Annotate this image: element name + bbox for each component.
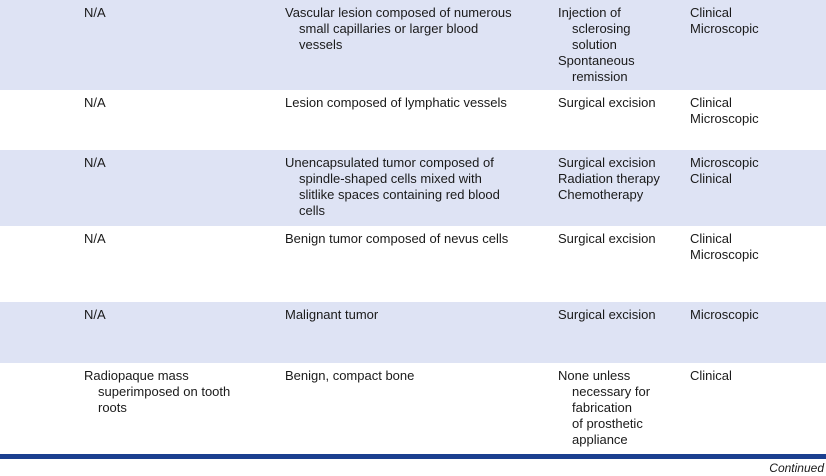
treatment-cell: [558, 368, 683, 448]
description-cell: [285, 307, 547, 323]
radiographic-cell: [84, 95, 274, 111]
cell-line: N/A: [84, 95, 106, 110]
cell-line: appliance: [572, 432, 628, 447]
treatment-cell: [558, 307, 683, 323]
cell-line: Microscopic: [690, 155, 759, 170]
description-cell: [285, 155, 547, 219]
diagnosis-cell: [690, 5, 825, 37]
table-row: [0, 150, 826, 226]
cell-line: Clinical: [690, 231, 732, 246]
table-row: [0, 90, 826, 150]
cell-line: Surgical excision: [558, 155, 656, 170]
cell-line: Clinical: [690, 95, 732, 110]
cell-line: superimposed on tooth: [98, 384, 231, 399]
treatment-cell: [558, 231, 683, 247]
diagnosis-cell: [690, 307, 825, 323]
description-cell: [285, 368, 547, 384]
cell-line: fabrication: [572, 400, 632, 415]
cell-line: Surgical excision: [558, 307, 656, 322]
cell-line: vessels: [299, 37, 343, 52]
cell-line: Clinical: [690, 5, 732, 20]
cell-line: Spontaneous: [558, 53, 635, 68]
table-row: [0, 0, 826, 90]
radiographic-cell: [84, 368, 274, 416]
cell-line: Surgical excision: [558, 231, 656, 246]
continued-label: Continued: [769, 461, 824, 475]
cell-line: None unless: [558, 368, 631, 383]
cell-line: solution: [572, 37, 617, 52]
cell-line: necessary for: [572, 384, 651, 399]
cell-line: Benign, compact bone: [285, 368, 415, 383]
table-row: [0, 226, 826, 302]
cell-line: N/A: [84, 307, 106, 322]
cell-line: small capillaries or larger blood: [299, 21, 479, 36]
radiographic-cell: [84, 307, 274, 323]
cell-line: Radiopaque mass: [84, 368, 189, 383]
cell-line: Vascular lesion composed of numerous: [285, 5, 512, 20]
radiographic-cell: [84, 5, 274, 21]
table-row: [0, 363, 826, 454]
description-cell: [285, 231, 547, 247]
cell-line: Microscopic: [690, 307, 759, 322]
cell-line: N/A: [84, 155, 106, 170]
cell-line: Microscopic: [690, 247, 759, 262]
description-cell: [285, 95, 547, 111]
radiographic-cell: [84, 155, 274, 171]
cell-line: Microscopic: [690, 21, 759, 36]
cell-line: Clinical: [690, 171, 732, 186]
diagnosis-cell: [690, 231, 825, 263]
cell-line: Malignant tumor: [285, 307, 379, 322]
cell-line: cells: [299, 203, 326, 218]
cell-line: Chemotherapy: [558, 187, 644, 202]
cell-line: of prosthetic: [572, 416, 643, 431]
cell-line: remission: [572, 69, 628, 84]
treatment-cell: [558, 5, 683, 85]
cell-line: Clinical: [690, 368, 732, 383]
treatment-cell: [558, 95, 683, 111]
cell-line: N/A: [84, 231, 106, 246]
treatment-cell: [558, 155, 683, 203]
description-cell: [285, 5, 547, 53]
cell-line: spindle-shaped cells mixed with: [299, 171, 482, 186]
diagnosis-cell: [690, 368, 825, 384]
cell-line: Lesion composed of lymphatic vessels: [285, 95, 507, 110]
table-row: [0, 302, 826, 363]
cell-line: roots: [98, 400, 127, 415]
cell-line: sclerosing: [572, 21, 631, 36]
cell-line: N/A: [84, 5, 106, 20]
radiographic-cell: [84, 231, 274, 247]
cell-line: slitlike spaces containing red blood: [299, 187, 500, 202]
diagnosis-cell: [690, 95, 825, 127]
cell-line: Surgical excision: [558, 95, 656, 110]
cell-line: Benign tumor composed of nevus cells: [285, 231, 509, 246]
diagnosis-cell: [690, 155, 825, 187]
table-bottom-rule: [0, 454, 826, 459]
cell-line: Microscopic: [690, 111, 759, 126]
cell-line: Radiation therapy: [558, 171, 660, 186]
cell-line: Injection of: [558, 5, 621, 20]
cell-line: Unencapsulated tumor composed of: [285, 155, 494, 170]
